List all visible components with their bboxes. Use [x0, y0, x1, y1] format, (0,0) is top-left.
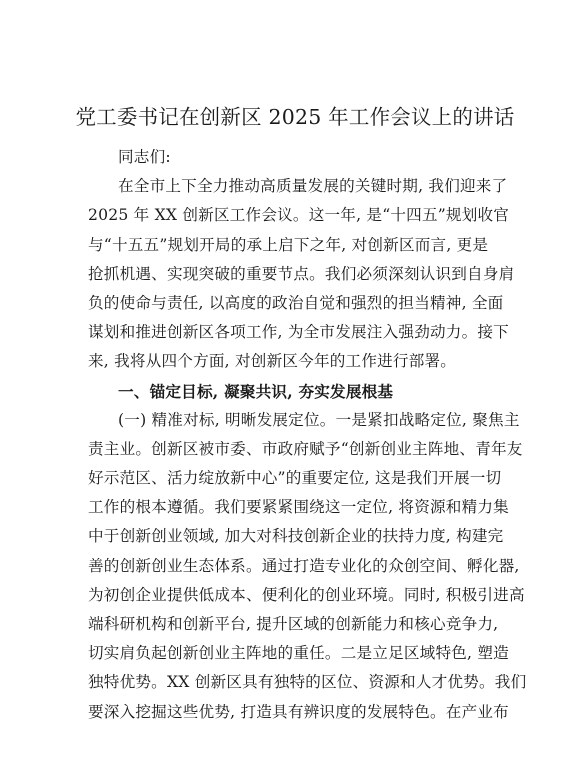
paragraph-line: 中于创新创业领域, 加大对科技创新企业的扶持力度, 构建完 [88, 527, 504, 546]
paragraph-line: 善的创新创业生态体系。通过打造专业化的众创空间、孵化器, [88, 556, 520, 575]
paragraph-line: 谋划和推进创新区各项工作, 为全市发展注入强劲动力。接下 [88, 323, 509, 342]
paragraph-line: 好示范区、活力绽放新中心”的重要定位, 这是我们开展一切 [88, 469, 502, 488]
paragraph-line: 责主业。创新区被市委、市政府赋予“创新创业主阵地、青年友 [88, 439, 523, 458]
page-title: 党工委书记在创新区 2025 年工作会议上的讲话 [75, 105, 515, 129]
paragraph-line: 在全市上下全力推动高质量发展的关键时期, 我们迎来了 [118, 177, 508, 196]
speech-body [88, 143, 527, 727]
paragraph-line: 端科研机构和创新平台, 提升区域的创新能力和核心竞争力, [88, 615, 499, 633]
paragraph-line: 负的使命与责任, 以高度的政治自觉和强烈的担当精神, 全面 [88, 293, 504, 312]
section-heading: 一、锚定目标, 凝聚共识, 夯实发展根基 [118, 381, 394, 401]
paragraph-line: 来, 我将从四个方面, 对创新区今年的工作进行部署。 [88, 352, 457, 371]
paragraph-line: 与“十五五”规划开局的承上启下之年, 对创新区而言, 更是 [88, 235, 489, 254]
paragraph-line: (一) 精准对标, 明晰发展定位。一是紧扣战略定位, 聚焦主 [118, 410, 520, 429]
paragraph-line: 为初创企业提供低成本、便利化的创业环境。同时, 积极引进高 [88, 585, 525, 604]
paragraph-line: 切实肩负起创新创业主阵地的重任。二是立足区域特色, 塑造 [88, 644, 509, 663]
paragraph-line: 2025 年 XX 创新区工作会议。这一年, 是“十四五”规划收官 [88, 206, 510, 225]
paragraph-line: 要深入挖掘这些优势, 打造具有辨识度的发展特色。在产业布 [88, 702, 509, 721]
paragraph-line: 抢抓机遇、实现突破的重要节点。我们必须深刻认识到自身肩 [88, 264, 515, 283]
paragraph-line: 同志们: [118, 148, 171, 166]
paragraph-line: 工作的根本遵循。我们要紧紧围绕这一定位, 将资源和精力集 [88, 498, 509, 517]
paragraph-line: 独特优势。XX 创新区具有独特的区位、资源和人才优势。我们 [88, 673, 527, 692]
